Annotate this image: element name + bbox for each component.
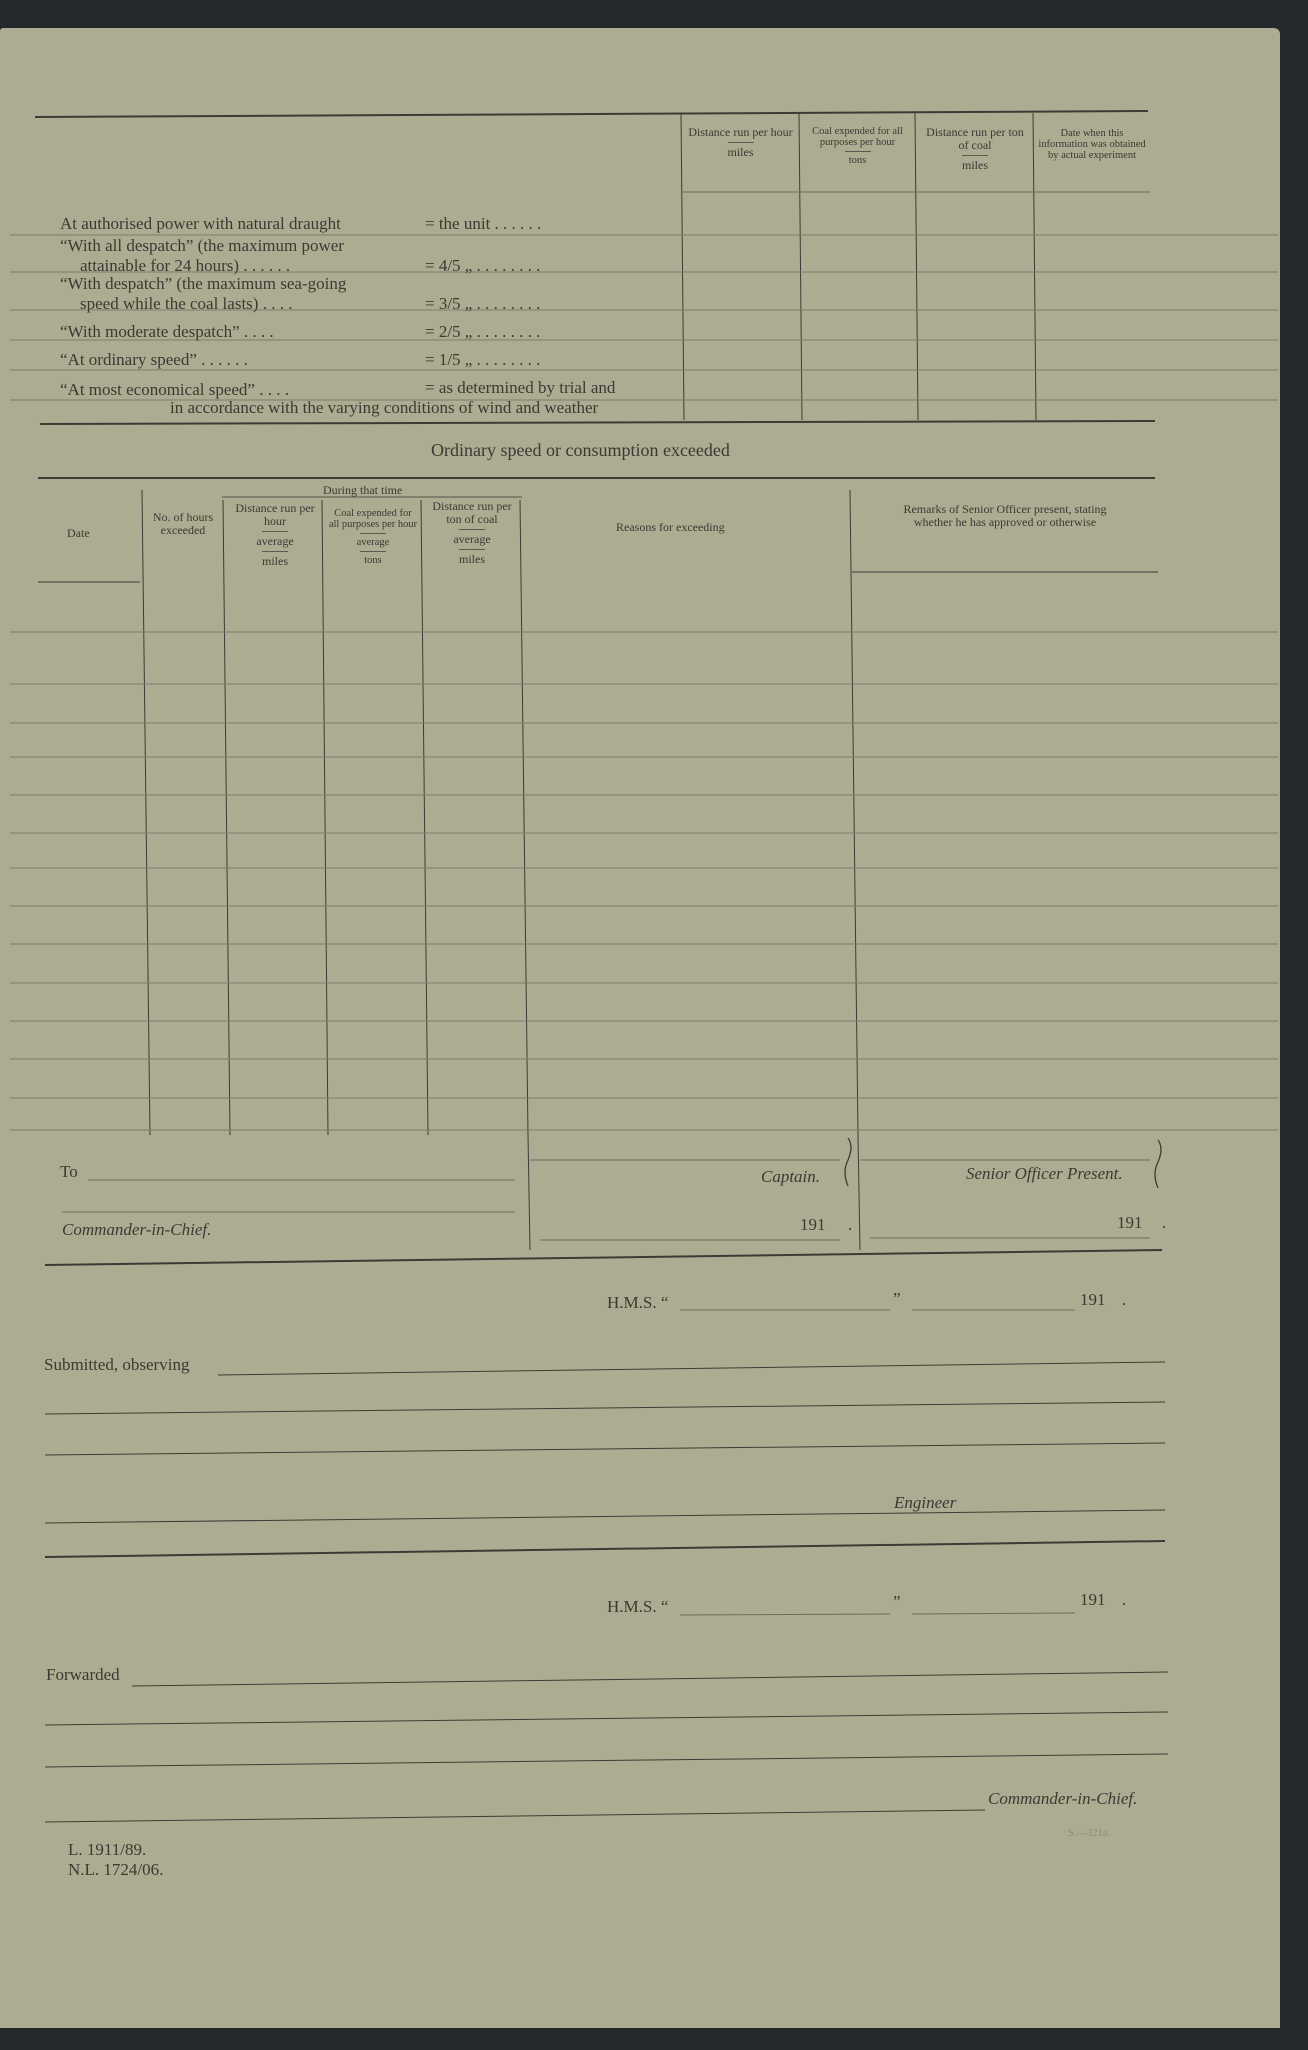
forwarded-label: Forwarded <box>46 1665 120 1684</box>
speed-row-label: “At ordinary speed” . . . . . . <box>60 350 248 369</box>
year-dot: . <box>1122 1290 1127 1309</box>
reference-number: N.L. 1724/06. <box>68 1860 164 1879</box>
speed-row-label: in accordance with the varying conditions of wind and weather <box>170 398 599 417</box>
speed-row-ratio: = the unit . . . . . . <box>425 214 542 233</box>
speed-row-ratio: = 1/5 „ . . . . . . . . <box>425 350 541 369</box>
year-field: 191 <box>1117 1213 1143 1232</box>
year-dot: . <box>1122 1590 1127 1609</box>
year-dot: . <box>1162 1213 1167 1232</box>
speed-row-label: “With all despatch” (the maximum power <box>60 236 344 255</box>
speed-row-ratio: = 2/5 „ . . . . . . . . <box>425 322 541 341</box>
year-dot: . <box>848 1215 853 1234</box>
header-reasons: Reasons for exceeding <box>616 520 725 534</box>
speed-row-label: attainable for 24 hours) . . . . . . <box>80 256 291 275</box>
captain-label: Captain. <box>761 1167 821 1186</box>
reference-number: L. 1911/89. <box>68 1840 147 1859</box>
header-dist-ton: Distance run per ton of coal average miles <box>432 499 512 566</box>
header-remarks: Remarks of Senior Officer present, stating whether he has approved or otherwise <box>903 502 1107 529</box>
engineer-label: Engineer <box>894 1493 957 1512</box>
close-quote: ” <box>893 1289 901 1308</box>
year-field: 191 <box>800 1215 826 1234</box>
hms-label: H.M.S. “ <box>607 1597 669 1616</box>
section-title: Ordinary speed or consumption exceeded <box>431 440 730 460</box>
speed-row-ratio: = as determined by trial and <box>425 378 616 397</box>
hms-label: H.M.S. “ <box>607 1293 669 1312</box>
year-field: 191 <box>1080 1290 1106 1309</box>
form-number: S.—321a. <box>1068 1828 1110 1839</box>
header-distance-per-ton: Distance run per ton of coal miles <box>926 125 1024 172</box>
speed-row-ratio: = 3/5 „ . . . . . . . . <box>425 294 541 313</box>
to-label: To <box>60 1162 78 1181</box>
during-label: During that time <box>323 483 403 497</box>
submitted-label: Submitted, observing <box>44 1355 190 1374</box>
speed-row-label: “At most economical speed” . . . . <box>60 380 289 399</box>
header-dist-hour: Distance run per hour average miles <box>235 501 315 568</box>
speed-row-ratio: = 4/5 „ . . . . . . . . <box>425 256 541 275</box>
header-hours-exceeded: No. of hours exceeded <box>152 510 214 537</box>
speed-row-label: speed while the coal lasts) . . . . <box>80 294 293 313</box>
header-date-obtained: Date when this information was obtained by actual experiment <box>1038 128 1146 161</box>
header-distance-per-hour: Distance run per hour miles <box>688 125 793 159</box>
speed-row-label: “With despatch” (the maximum sea-going <box>60 274 347 293</box>
header-coal-expended: Coal expended for all purposes per hour tons <box>812 126 903 166</box>
speed-row-label: At authorised power with natural draught <box>60 214 341 233</box>
commander-in-chief-label: Commander-in-Chief. <box>62 1220 212 1239</box>
year-field: 191 <box>1080 1590 1106 1609</box>
close-quote: ” <box>893 1592 901 1611</box>
header-coal: Coal expended for all purposes per hour average tons <box>328 508 418 566</box>
header-date: Date <box>67 526 90 540</box>
speed-row-label: “With moderate despatch” . . . . <box>60 322 274 341</box>
commander-in-chief-label: Commander-in-Chief. <box>988 1789 1138 1808</box>
senior-officer-label: Senior Officer Present. <box>966 1164 1123 1183</box>
